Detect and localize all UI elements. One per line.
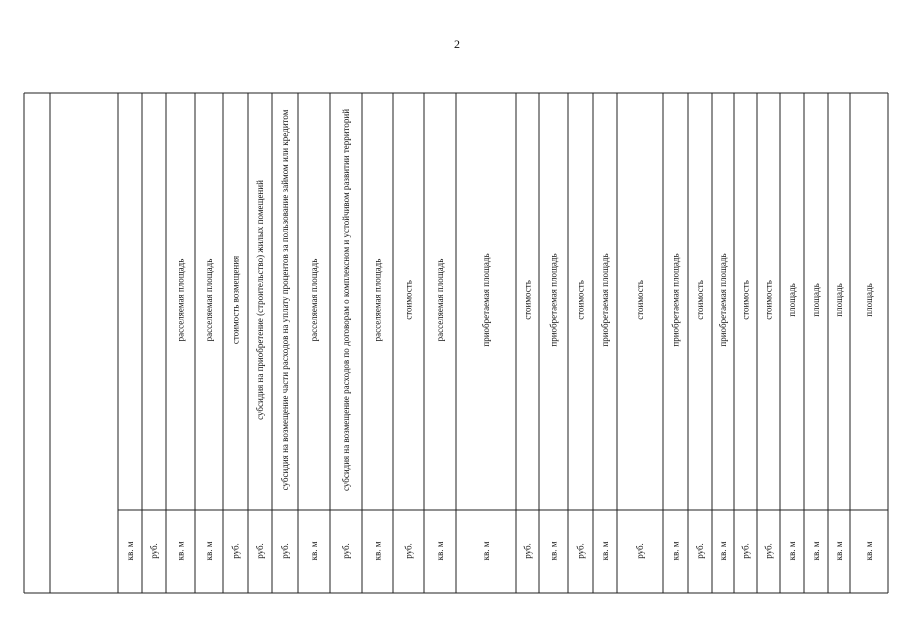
- column-unit: руб.: [341, 543, 351, 559]
- column-unit: кв. м: [481, 541, 491, 561]
- column-label: стоимость: [403, 280, 414, 320]
- column-label: площадь: [834, 283, 844, 317]
- column-label: субсидия на возмещение части расходов на уплату процентов за пользование займом или кредитом: [280, 109, 290, 491]
- column-label: стоимость: [740, 280, 751, 320]
- column-label: приобретаемая площадь: [548, 253, 559, 347]
- column-label: приобретаемая площадь: [481, 253, 491, 347]
- column-unit: кв. м: [309, 541, 319, 561]
- column-unit: кв. м: [372, 541, 383, 561]
- column-label: приобретаемая площадь: [600, 253, 610, 347]
- column-unit: кв. м: [787, 541, 797, 561]
- column-unit: руб.: [280, 543, 290, 559]
- column-label: расселяемая площадь: [204, 258, 214, 342]
- column-label: стоимость: [695, 280, 705, 320]
- column-label: приобретаемая площадь: [718, 253, 728, 347]
- column-unit: кв. м: [600, 541, 610, 561]
- column-label: расселяемая площадь: [435, 258, 445, 342]
- column-unit: руб.: [403, 543, 414, 559]
- column-unit: руб.: [635, 543, 645, 559]
- column-unit: кв. м: [834, 541, 844, 561]
- column-unit: руб.: [255, 543, 265, 559]
- column-label: стоимость: [522, 280, 533, 320]
- column-label: расселяемая площадь: [372, 258, 383, 342]
- column-label: стоимость: [635, 280, 645, 320]
- column-unit: кв. м: [125, 541, 135, 561]
- column-unit: руб.: [522, 543, 533, 559]
- column-unit: кв. м: [435, 541, 445, 561]
- column-unit: кв. м: [718, 541, 728, 561]
- column-unit: кв. м: [548, 541, 559, 561]
- column-label: площадь: [864, 283, 874, 317]
- column-unit: руб.: [575, 543, 586, 559]
- column-label: расселяемая площадь: [175, 258, 186, 342]
- column-label: стоимость возмещения: [230, 255, 241, 345]
- column-unit: кв. м: [670, 541, 681, 561]
- column-label: стоимость: [763, 280, 774, 320]
- column-unit: руб.: [695, 543, 705, 559]
- column-label: расселяемая площадь: [309, 258, 319, 342]
- column-label: площадь: [787, 283, 797, 317]
- column-unit: руб.: [230, 543, 241, 559]
- column-unit: кв. м: [204, 541, 214, 561]
- column-label: стоимость: [575, 280, 586, 320]
- column-label: площадь: [811, 283, 821, 317]
- column-unit: руб.: [740, 543, 751, 559]
- column-label: субсидия на приобретение (строительство) жилых помещений: [255, 180, 265, 420]
- column-label: приобретаемая площадь: [670, 253, 681, 347]
- column-unit: кв. м: [811, 541, 821, 561]
- column-unit: кв. м: [175, 541, 186, 561]
- page-number: 2: [454, 37, 460, 51]
- column-unit: кв. м: [864, 541, 874, 561]
- column-unit: руб.: [763, 543, 774, 559]
- column-unit: руб.: [149, 543, 159, 559]
- column-label: субсидия на возмещение расходов по договорам о комплексном и устойчивом развитии территорий: [341, 108, 351, 492]
